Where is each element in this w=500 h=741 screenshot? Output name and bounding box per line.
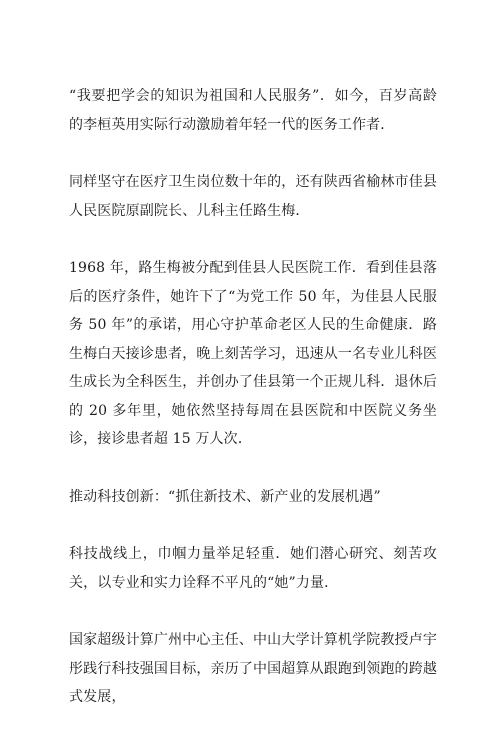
paragraph-lu-shengmei-story: 1968 年，路生梅被分配到佳县人民医院工作．看到佳县落后的医疗条件，她许下了“为党工作 50 年，为佳县人民服务 50 年”的承诺，用心守护革命老区人民的生命健康．路生梅白天接诊患者，晚上刻苦学习，迅速从一名专业儿科医生成长为全科医生，并创办了佳县第一个正规儿科．退休后的 20 多年里，她依然坚持每周在县医院和中医院义务坐诊，接诊患者超 15 万人次． (69, 260, 437, 447)
paragraph-lu-shengmei-intro: 同样坚守在医疗卫生岗位数十年的，还有陕西省榆林市佳县人民医院原副院长、儿科主任路生梅． (69, 174, 437, 219)
paragraph-lu-yutong: 国家超级计算广州中心主任、中山大学计算机学院教授卢宇彤践行科技强国目标，亲历了中国超算从跟跑到领跑的跨越式发展， (69, 632, 437, 705)
paragraph-women-in-science: 科技战线上，巾帼力量举足轻重．她们潜心研究、刻苦攻关，以专业和实力诠释不平凡的“她”力量． (69, 546, 437, 591)
paragraph-li-huanying-quote: “我要把学会的知识为祖国和人民服务”．如今，百岁高龄的李桓英用实际行动激励着年轻一代的医务工作者． (69, 88, 437, 133)
section-heading-tech-innovation: 推动科技创新：“抓住新技术、新产业的发展机遇” (69, 488, 381, 505)
article-body (69, 82, 437, 741)
